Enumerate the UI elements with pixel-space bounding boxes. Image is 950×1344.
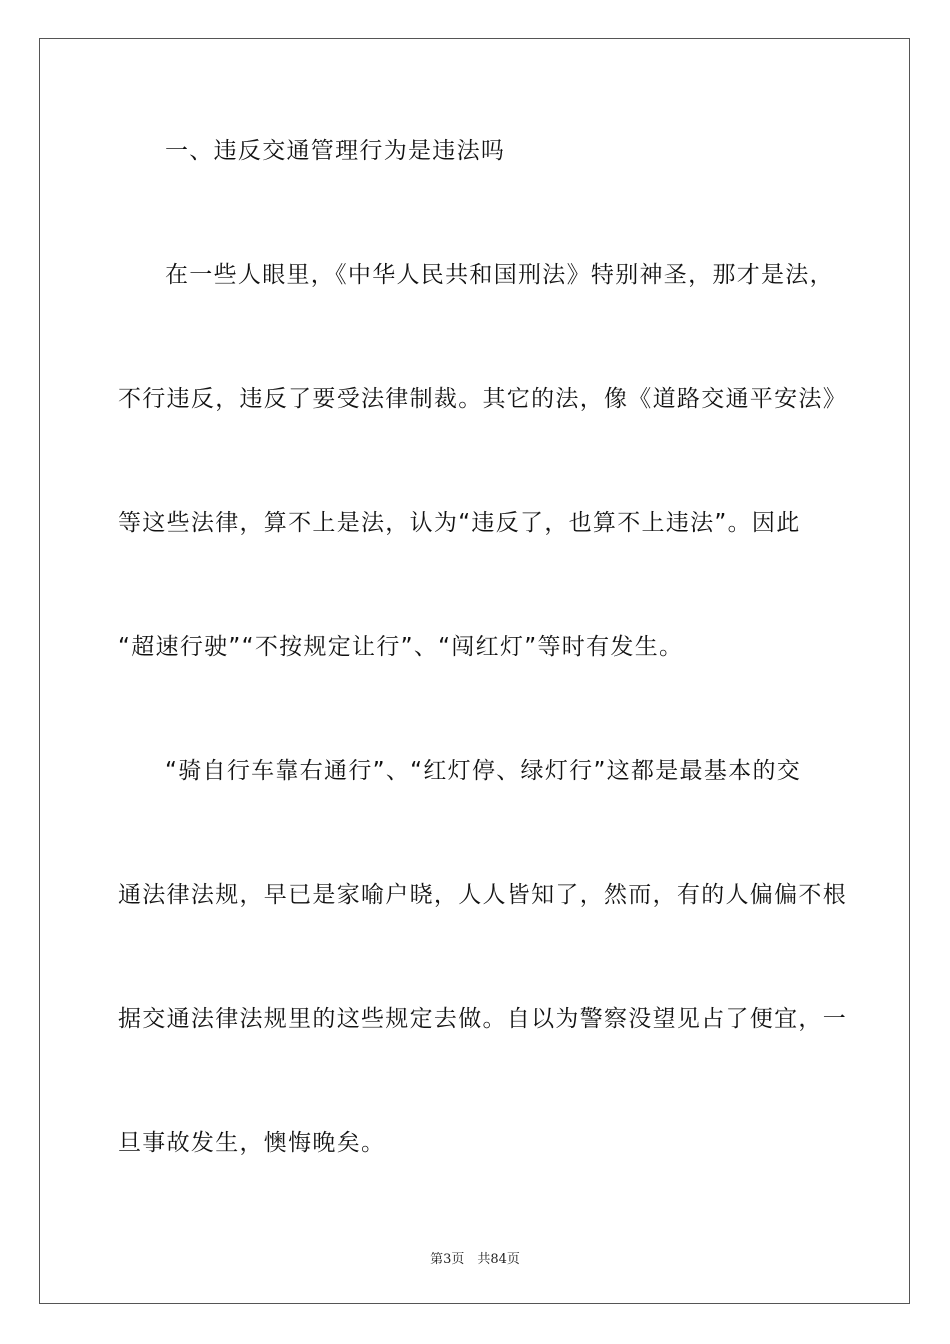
page-border (39, 38, 910, 1304)
paragraph-line: 不行违反，违反了要受法律制裁。其它的法，像《道路交通平安法》 (118, 386, 847, 412)
paragraph-line: 旦事故发生，懊悔晚矣。 (118, 1130, 386, 1156)
paragraph-line: 等这些法律，算不上是法，认为“违反了，也算不上违法”。因此 (118, 510, 801, 536)
paragraph-line: “超速行驶”“不按规定让行”、“闯红灯”等时有发生。 (118, 634, 684, 660)
paragraph-line: 通法律法规，早已是家喻户晓，人人皆知了，然而，有的人偏偏不根 (118, 882, 847, 908)
paragraph-line: 在一些人眼里，《中华人民共和国刑法》特别神圣，那才是法， (165, 262, 834, 288)
section-heading: 一、违反交通管理行为是违法吗 (165, 138, 506, 164)
paragraph-line: 据交通法律法规里的这些规定去做。自以为警察没望见占了便宜，一 (118, 1006, 847, 1032)
page-number: 第3页 共84页 (430, 1252, 520, 1267)
paragraph-line: “骑自行车靠右通行”、“红灯停、绿灯行”这都是最基本的交 (165, 758, 802, 784)
